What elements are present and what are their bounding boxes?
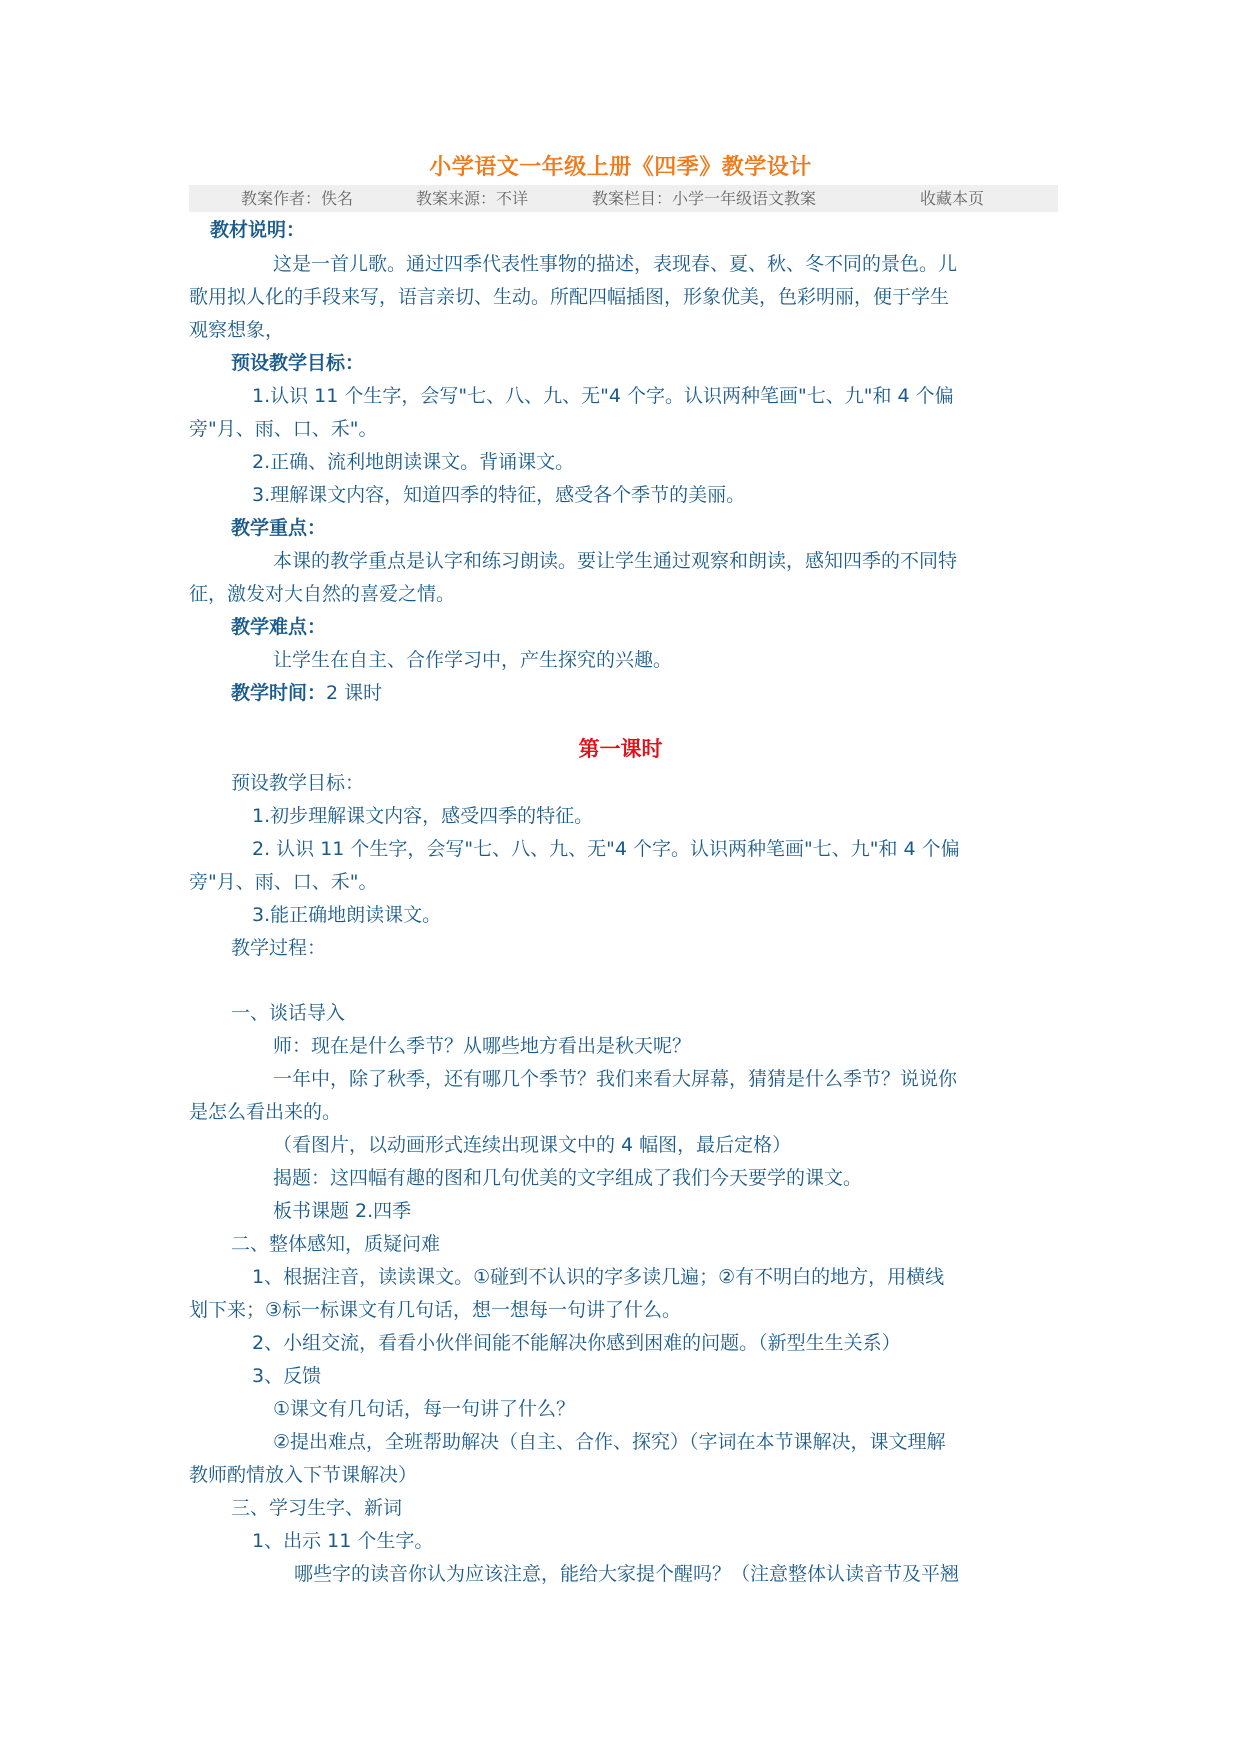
- section-title: 第一课时: [578, 737, 663, 761]
- paragraph-line: 征，激发对大自然的喜爱之情。: [189, 583, 456, 605]
- paragraph-line: 让学生在自主、合作学习中，产生探究的兴趣。: [273, 649, 673, 671]
- paragraph-line: 板书课题 2.四季: [273, 1200, 412, 1222]
- heading-material: 教材说明：: [210, 219, 306, 241]
- paragraph-line: ②提出难点，全班帮助解决（自主、合作、探究）（字词在本节课解决，课文理解: [273, 1431, 946, 1453]
- paragraph-line: 1.认识 11 个生字，会写"七、八、九、无"4 个字。认识两种笔画"七、九"和 4 个偏: [252, 385, 954, 407]
- paragraph-line: 教师酌情放入下节课解决）: [189, 1464, 418, 1486]
- paragraph-line: 旁"月、雨、口、禾"。: [189, 871, 378, 893]
- paragraph-line: 二、整体感知，质疑问难: [231, 1233, 441, 1255]
- document-title: 小学语文一年级上册《四季》教学设计: [429, 155, 812, 180]
- paragraph-line: 3.能正确地朗读课文。: [252, 904, 442, 926]
- teaching-time: [231, 677, 1100, 709]
- paragraph-line: 三、学习生字、新词: [231, 1497, 403, 1519]
- paragraph-line: （看图片，以动画形式连续出现课文中的 4 幅图，最后定格）: [273, 1134, 792, 1156]
- heading-key-points: 教学重点：: [231, 517, 327, 539]
- heading-goals: 预设教学目标：: [231, 352, 365, 374]
- paragraph-line: 教学过程：: [231, 937, 327, 959]
- meta-column: 教案栏目：小学一年级语文教案: [592, 189, 817, 208]
- paragraph-line: 1、出示 11 个生字。: [252, 1530, 434, 1552]
- paragraph-line: 旁"月、雨、口、禾"。: [189, 418, 378, 440]
- paragraph-line: 预设教学目标：: [231, 772, 365, 794]
- paragraph-line: 一、谈话导入: [231, 1002, 346, 1024]
- paragraph-line: 1、根据注音，读读课文。①碰到不认识的字多读几遍；②有不明白的地方，用横线: [252, 1266, 945, 1288]
- heading-time: 教学时间：: [231, 682, 327, 704]
- paragraph-line: 3、反馈: [252, 1365, 322, 1387]
- paragraph-line: 揭题：这四幅有趣的图和几句优美的文字组成了我们今天要学的课文。: [273, 1167, 863, 1189]
- paragraph-line: 是怎么看出来的。: [189, 1101, 342, 1123]
- paragraph-line: 歌用拟人化的手段来写，语言亲切、生动。所配四幅插图，形象优美，色彩明丽，便于学生: [189, 286, 950, 308]
- paragraph-line: 哪些字的读音你认为应该注意，能给大家提个醒吗？（注意整体认读音节及平翘: [294, 1563, 960, 1585]
- paragraph-line: 划下来；③标一标课文有几句话，想一想每一句讲了什么。: [189, 1299, 682, 1321]
- favorite-link[interactable]: 收藏本页: [920, 189, 985, 208]
- paragraph-line: 观察想象，: [189, 319, 285, 341]
- paragraph-line: 1.初步理解课文内容，感受四季的特征。: [252, 805, 594, 827]
- paragraph-line: 2. 认识 11 个生字，会写"七、八、九、无"4 个字。认识两种笔画"七、九"和 4 个偏: [252, 838, 960, 860]
- paragraph-line: 这是一首儿歌。通过四季代表性事物的描述，表现春、夏、秋、冬不同的景色。儿: [273, 253, 958, 275]
- paragraph-line: 3.理解课文内容，知道四季的特征，感受各个季节的美丽。: [252, 484, 746, 506]
- meta-source: 教案来源：不详: [416, 189, 529, 208]
- paragraph-line: 2、小组交流，看看小伙伴间能不能解决你感到困难的问题。（新型生生关系）: [252, 1332, 901, 1354]
- paragraph-line: 2.正确、流利地朗读课文。背诵课文。: [252, 451, 575, 473]
- teaching-time-value: 2 课时: [326, 682, 383, 704]
- meta-bar: [189, 185, 1058, 212]
- paragraph-line: 一年中，除了秋季，还有哪几个季节？我们来看大屏幕，猜猜是什么季节？说说你: [273, 1068, 958, 1090]
- paragraph-line: 师：现在是什么季节？从哪些地方看出是秋天呢？: [273, 1035, 692, 1057]
- paragraph-line: ①课文有几句话，每一句讲了什么？: [273, 1398, 576, 1420]
- meta-author: 教案作者：佚名: [241, 189, 354, 208]
- paragraph-line: 本课的教学重点是认字和练习朗读。要让学生通过观察和朗读，感知四季的不同特: [273, 550, 958, 572]
- heading-difficulties: 教学难点：: [231, 616, 327, 638]
